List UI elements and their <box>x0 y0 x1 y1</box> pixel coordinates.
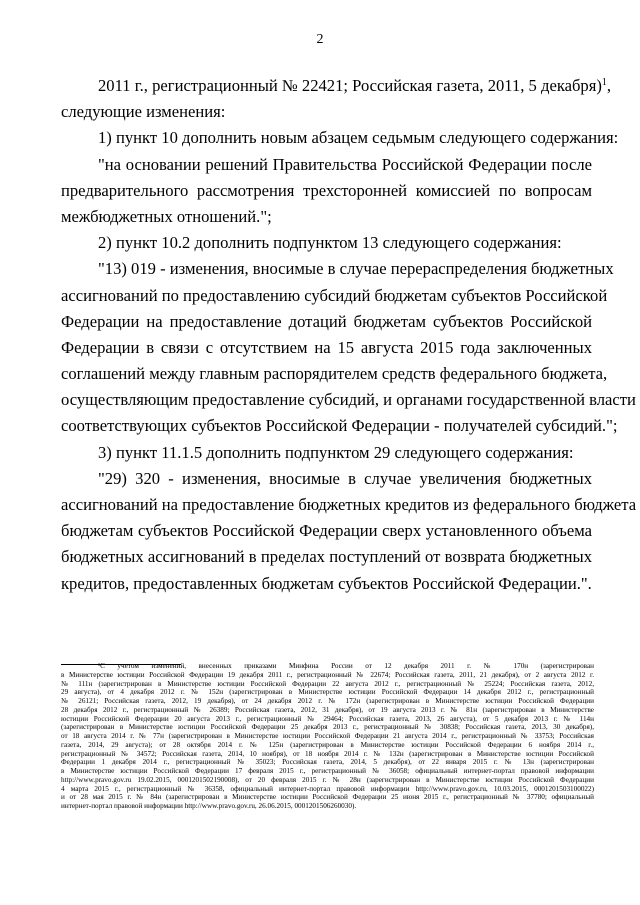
text-line: 2011 г., регистрационный № 22421; Российская газета, 2011, 5 декабря)$^1$, <box>98 76 612 95</box>
footnote-line: газета, 2014, 29 августа); от 28 октября 2014 г. № 125н (зарегистрирован в Министерстве юстиции Российской Федерации 6 ноября 2014 г., <box>61 740 594 749</box>
footnote-line: 4 марта 2015 г., регистрационный № 36358, официальный интернет-портал правовой информации http://www.pravo.gov.ru, 10.03.2015, 0001201503100022) <box>61 784 594 793</box>
footnote-line: ¹С учетом изменений, внесенных приказами Минфина России от 12 декабря 2011 г. № 170н (зарегистрирован <box>98 662 594 670</box>
footnote-marker: 1 <box>601 77 607 88</box>
footnote-line: юстиции Российской Федерации 20 августа 2013 г., регистрационный № 29464; Российская газета, 2013, 26 августа), от 5 декабря 2013 г. № 114н <box>61 714 594 723</box>
text-line: "на основании решений Правительства Российской Федерации после <box>98 154 592 174</box>
text-line: "29) 320 - изменения, вносимые в случае увеличения бюджетных <box>98 468 592 488</box>
text-line: ассигнований на предоставление бюджетных кредитов из федерального бюджета <box>61 495 637 514</box>
footnote-line: (зарегистрирован в Министерстве юстиции Российской Федерации 25 декабря 2013 г., регистрационный № 30838; Российская газета, 2013, 30 декабря), <box>61 723 594 732</box>
footnote-line: Федерации 1 декабря 2014 г., регистрационный № 35023; Российская газета, 2014, 5 декабря), от 22 января 2015 г. № 13н (зарегистрирован <box>61 758 594 767</box>
footnote-line: интернет-портал правовой информации http://www.pravo.gov.ru, 26.06.2015, 0001201506260030). <box>61 802 357 810</box>
footnote-line: № 111н (зарегистрирован в Министерстве юстиции Российской Федерации 22 августа 2012 г., регистрационный № 25224; Российская газета, 2012, <box>61 679 594 688</box>
footnote-line: № 26121; Российская газета, 2012, 19 декабря), от 24 декабря 2012 г. № 172н (зарегистрирован в Министерстве юстиции Российской Федерации <box>61 697 594 705</box>
text-line: кредитов, предоставленных бюджетам субъектов Российской Федерации.". <box>61 573 592 593</box>
text-line: Федерации на предоставление дотаций бюджетам субъектов Российской <box>61 311 592 331</box>
page-number: 2 <box>316 32 324 47</box>
footnote-line: в Министерстве юстиции Российской Федерации 19 декабря 2011 г., регистрационный № 22674; Российская газета, 2011, 21 декабря), от 2 августа 2012 г. <box>61 670 594 679</box>
text-line: "13) 019 - изменения, вносимые в случае перераспределения бюджетных <box>98 259 614 279</box>
text-line: ассигнований по предоставлению субсидий бюджетам субъектов Российской <box>61 285 608 305</box>
text-line: бюджетам субъектов Российской Федерации сверх установленного объема <box>61 521 592 541</box>
text-line: осуществляющим предоставление субсидий, и органами государственной власти <box>61 390 636 410</box>
footnote-line: 29 августа), от 4 декабря 2012 г. № 152н (зарегистрирован в Министерстве юстиции Российской Федерации 14 декабря 2012 г., регистрационный <box>61 688 594 697</box>
text-line: соглашений между главным распорядителем средств федерального бюджета, <box>61 364 608 384</box>
text-line: Федерации в связи с отсутствием на 15 августа 2015 года заключенных <box>61 337 592 357</box>
footnote-line: в Министерстве юстиции Российской Федерации 17 февраля 2015 г., регистрационный № 36058; официальный интернет-портал правовой информации <box>61 767 594 775</box>
footnote <box>61 662 594 811</box>
footnote-line: и от 28 мая 2015 г. № 84н (зарегистрирован в Министерстве юстиции Российской Федерации 25 июня 2015 г., регистрационный № 37780; официальный <box>61 793 594 802</box>
footnote-line: http://www.pravo.gov.ru 19.02.2015, 0001201502190008), от 20 февраля 2015 г. № 28н (зарегистрирован в Министерстве юстиции Российской Федерации <box>61 775 594 784</box>
body-text <box>61 73 637 597</box>
text-line: соответствующих субъектов Российской Федерации - получателей субсидий."; <box>61 416 618 436</box>
text-line: 2) пункт 10.2 дополнить подпунктом 13 следующего содержания: <box>98 233 562 253</box>
text-line: следующие изменения: <box>61 102 226 122</box>
footnote-line: от 18 августа 2014 г. № 77н (зарегистрирован в Министерстве юстиции Российской Федерации 21 августа 2014 г., регистрационный № 33753; Российская <box>61 732 594 740</box>
footnote-line: 28 декабря 2012 г., регистрационный № 26389; Российская газета, 2012, 31 декабря), от 19 августа 2013 г. № 81н (зарегистрирован в Министерстве <box>61 705 594 714</box>
footnote-line: регистрационный № 34572; Российская газета, 2014, 10 ноября), от 18 ноября 2014 г. № 132н (зарегистрирован в Министерстве юстиции Российской <box>61 749 594 758</box>
text-line: 1) пункт 10 дополнить новым абзацем седьмым следующего содержания: <box>98 128 619 148</box>
text-line: бюджетных ассигнований в пределах поступлений от возврата бюджетных <box>61 547 592 567</box>
text-line: межбюджетных отношений."; <box>61 206 272 226</box>
text-line: предварительного рассмотрения трехсторонней комиссией по вопросам <box>61 180 592 200</box>
text-line: 3) пункт 11.1.5 дополнить подпунктом 29 следующего содержания: <box>98 442 574 462</box>
